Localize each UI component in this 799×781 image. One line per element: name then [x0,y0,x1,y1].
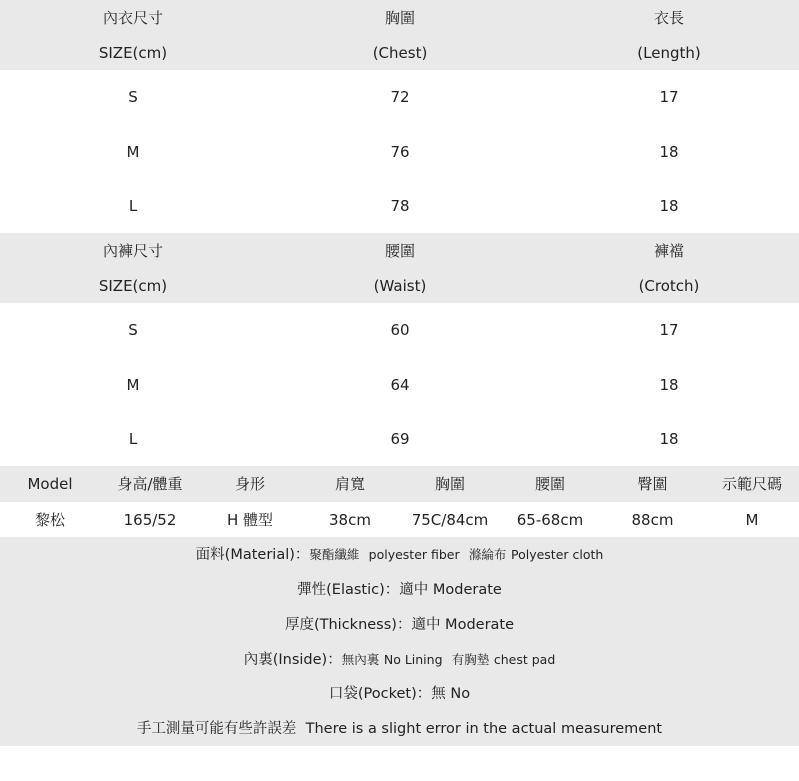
bottom-header1-crotch: 褲襠 [653,242,684,260]
material-value: Polyester cloth [510,547,604,562]
top-row-length: 17 [659,88,679,106]
elastic-line [0,580,799,600]
bottom-header2-crotch: (Crotch) [638,277,700,295]
body-shape-value: H 體型 [226,511,274,529]
thickness-line [0,615,799,635]
bottom-row-crotch: 18 [659,430,679,448]
hip-header: 臀圍 [637,475,668,493]
inside-value: chest pad [493,652,556,667]
thickness-value: 適中 Moderate [411,617,515,633]
elastic-label: 彈性(Elastic)： [297,582,400,598]
inside-label: 內裏(Inside)： [243,652,342,668]
top-header1-size: 內衣尺寸 [102,9,163,27]
shoulder-value: 38cm [329,511,371,529]
top-header1-chest: 胸圍 [384,9,415,27]
bottom-row-size: S [128,321,138,339]
material-value: polyester fiber [368,547,460,562]
bust-value: 75C/84cm [411,511,489,529]
waist-header: 腰圍 [534,475,565,493]
top-header1-length: 衣長 [653,9,684,27]
top-row-size: S [128,88,138,106]
bottom-row-size: L [128,430,138,448]
inside-value: No Lining [383,652,443,667]
height-weight-value: 165/52 [123,511,177,529]
model-size-value: M [745,511,759,529]
inside-line [0,650,799,670]
elastic-value: 適中 Moderate [399,582,502,598]
material-value: 聚酯纖維 [309,547,360,562]
model-size-header: 示範尺碼 [721,475,782,493]
pocket-label: 口袋(Pocket)： [328,686,432,702]
top-header2-size: SIZE(cm) [98,44,168,62]
thickness-label: 厚度(Thickness)： [284,617,412,633]
bottom-row-size: M [126,376,140,394]
bottom-row-crotch: 17 [659,321,679,339]
top-row-chest: 76 [390,143,410,161]
height-weight-header: 身高/體重 [117,475,183,493]
top-header2-chest: (Chest) [372,44,428,62]
top-row-size: L [128,197,138,215]
top-row-length: 18 [659,143,679,161]
inside-value: 有胸墊 [451,652,490,667]
top-row-chest: 72 [390,88,410,106]
top-row-chest: 78 [390,197,410,215]
pocket-value: 無 No [431,686,471,702]
material-line [0,545,799,565]
body-shape-header: 身形 [234,475,265,493]
shoulder-header: 肩寬 [334,475,365,493]
disclaimer-zh: 手工測量可能有些許誤差 [136,721,297,737]
bottom-row-waist: 60 [390,321,410,339]
top-row-length: 18 [659,197,679,215]
hip-value: 88cm [631,511,674,529]
material-value: 滌綸布 [468,547,507,562]
bottom-row-waist: 69 [390,430,410,448]
model-header: Model [27,475,73,493]
bottom-header2-waist: (Waist) [373,277,427,295]
bottom-row-crotch: 18 [659,376,679,394]
bottom-header1-waist: 腰圍 [384,242,415,260]
notes-band [0,537,799,746]
pocket-line [0,684,799,704]
bottom-header1-size: 內褲尺寸 [102,242,163,260]
inside-value: 無內裏 [341,652,380,667]
top-header2-length: (Length) [637,44,701,62]
material-label: 面料(Material)： [195,547,310,563]
disclaimer-en: There is a slight error in the actual measurement [305,721,663,737]
model-name: 黎松 [34,511,65,529]
bust-header: 胸圍 [434,475,465,493]
waist-value: 65-68cm [516,511,584,529]
bottom-row-waist: 64 [390,376,410,394]
top-row-size: M [126,143,140,161]
disclaimer-line [0,719,799,739]
bottom-header2-size: SIZE(cm) [98,277,168,295]
